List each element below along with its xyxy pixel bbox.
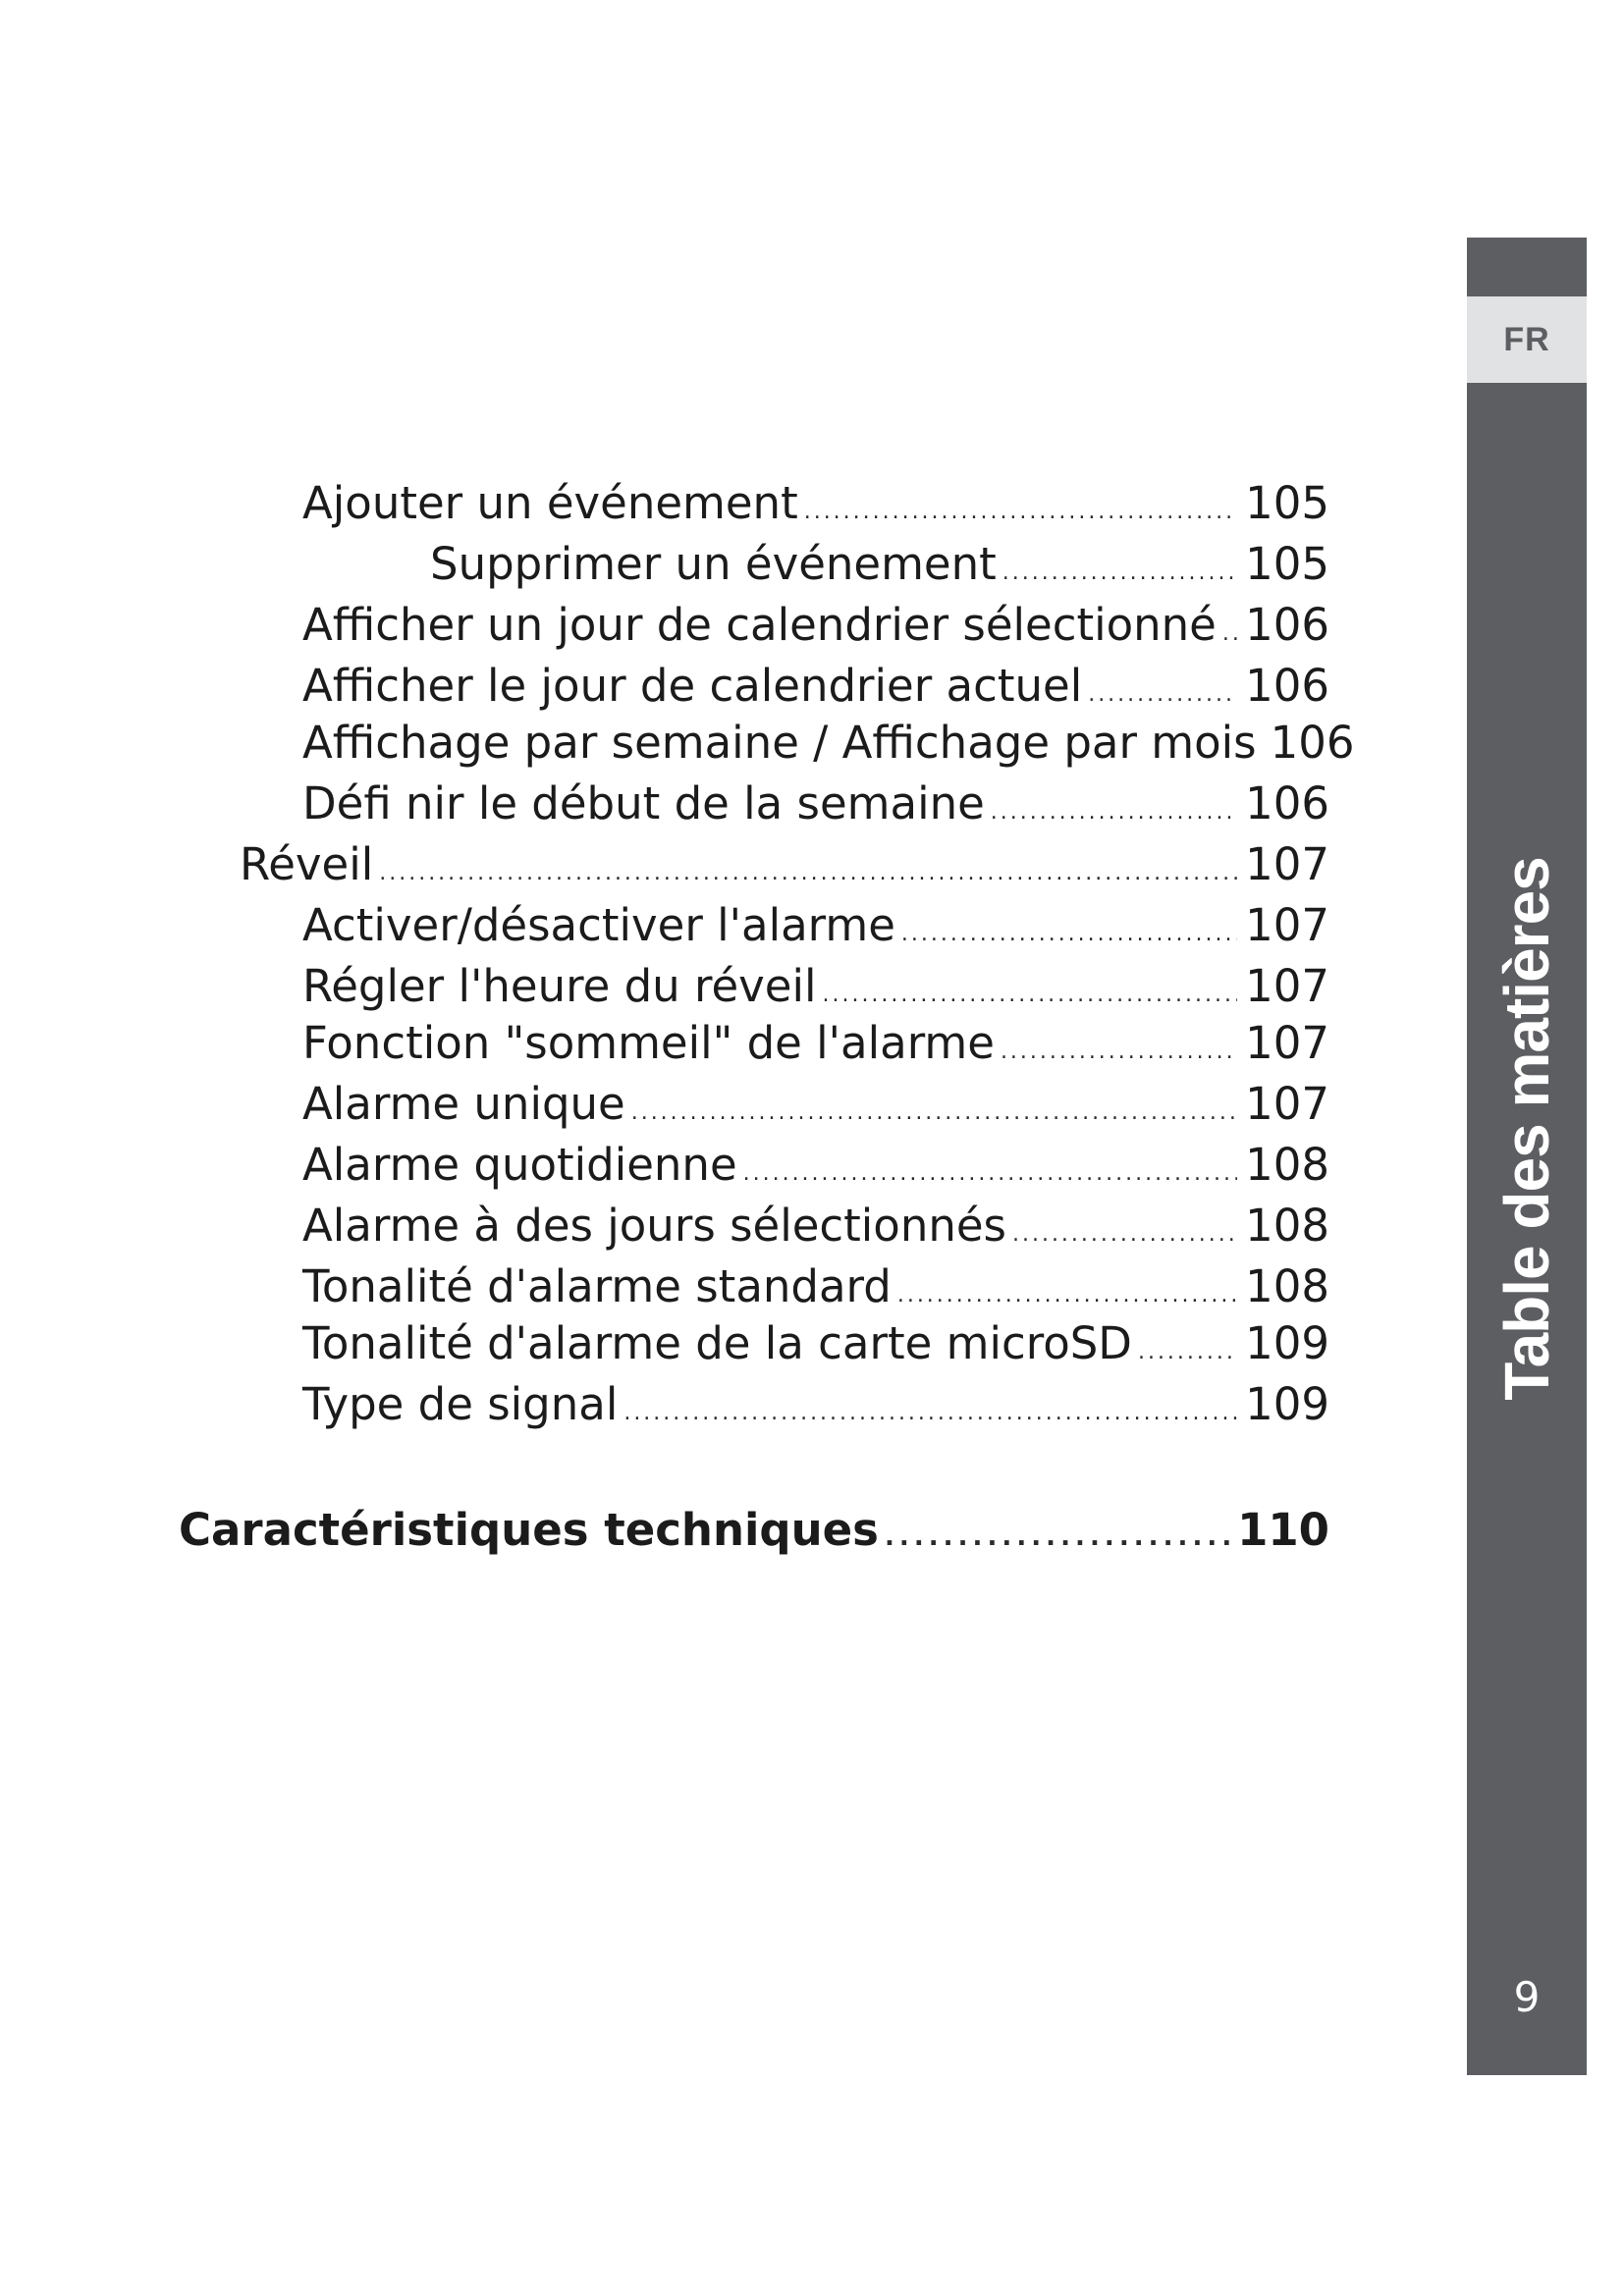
dot-leader	[631, 1074, 1237, 1144]
toc-entry-page: 105	[1245, 477, 1329, 529]
toc-entry-page: 110	[1237, 1504, 1329, 1556]
toc-entry-label: Défi nir le début de la semaine	[302, 777, 985, 829]
language-tab: FR	[1467, 296, 1587, 383]
toc-entry-label: Ajouter un événement	[302, 477, 798, 529]
toc-entry-page: 109	[1245, 1378, 1329, 1430]
toc-entry-page: 108	[1245, 1139, 1329, 1191]
toc-entry-label: Afficher le jour de calendrier actuel	[302, 660, 1083, 712]
toc-entry-label: Fonction "sommeil" de l'alarme	[302, 1017, 995, 1069]
toc-entry[interactable]	[302, 656, 1329, 717]
page-number: 9	[1513, 1973, 1541, 2021]
toc-entry[interactable]	[302, 1256, 1329, 1317]
toc-entry[interactable]	[430, 534, 1329, 595]
toc-entry-page: 109	[1245, 1317, 1329, 1369]
toc-entry-chapter[interactable]	[179, 1500, 1329, 1561]
toc-entry-page: 105	[1245, 538, 1329, 590]
toc-entry[interactable]	[240, 834, 1329, 895]
dot-leader	[1002, 534, 1237, 604]
toc-entry-page: 107	[1245, 838, 1329, 890]
toc-entry[interactable]	[302, 1374, 1329, 1435]
toc-entry[interactable]	[302, 1313, 1329, 1374]
toc-entry-label: Alarme unique	[302, 1078, 625, 1130]
toc-entry[interactable]	[302, 473, 1329, 534]
toc-entry-label: Tonalité d'alarme de la carte microSD	[302, 1317, 1132, 1369]
dot-leader	[743, 1135, 1237, 1204]
toc-entry-page: 106	[1245, 777, 1329, 829]
dot-leader	[379, 834, 1237, 904]
toc-entry-page: 107	[1245, 899, 1329, 951]
toc-entry-page: 107	[1245, 1078, 1329, 1130]
dot-leader	[885, 1500, 1229, 1568]
toc-entry-label: Affichage par semaine / Affichage par mois	[302, 717, 1257, 769]
toc-entry[interactable]	[302, 774, 1329, 834]
dot-leader	[1001, 1013, 1237, 1083]
toc-entry-label: Régler l'heure du réveil	[302, 960, 817, 1012]
section-title: Table des matières	[1491, 857, 1562, 1401]
toc-entry-label: Caractéristiques techniques	[179, 1504, 879, 1556]
toc-entry-label: Réveil	[240, 838, 374, 890]
toc-entry-label: Afficher un jour de calendrier sélectionné	[302, 599, 1217, 651]
dot-leader	[1012, 1196, 1237, 1265]
toc-entry[interactable]	[302, 595, 1329, 656]
dot-leader	[991, 774, 1237, 843]
toc-entry-label: Tonalité d'alarme standard	[302, 1260, 892, 1312]
toc-entry[interactable]	[302, 895, 1329, 956]
toc-entry[interactable]	[302, 713, 1355, 774]
toc-entry-page: 108	[1245, 1260, 1329, 1312]
toc-entry-page: 108	[1245, 1200, 1329, 1252]
toc-entry-page: 106	[1245, 599, 1329, 651]
dot-leader	[1222, 595, 1237, 665]
toc-entry-label: Alarme quotidienne	[302, 1139, 737, 1191]
toc-entry-page: 107	[1245, 960, 1329, 1012]
toc-entry-label: Supprimer un événement	[430, 538, 997, 590]
toc-entry[interactable]	[302, 1196, 1329, 1256]
dot-leader	[901, 895, 1237, 965]
toc-entry-page: 106	[1245, 660, 1329, 712]
dot-leader	[1138, 1313, 1237, 1383]
toc-entry[interactable]	[302, 1135, 1329, 1196]
toc-entry-page: 106	[1270, 717, 1355, 769]
toc-entry-page: 107	[1245, 1017, 1329, 1069]
dot-leader	[623, 1374, 1237, 1444]
toc-entry[interactable]	[302, 1013, 1329, 1074]
toc-entry[interactable]	[302, 1074, 1329, 1135]
toc-entry-label: Activer/désactiver l'alarme	[302, 899, 895, 951]
dot-leader	[804, 473, 1237, 543]
toc-entry-label: Type de signal	[302, 1378, 619, 1430]
toc-entry[interactable]	[302, 956, 1329, 1017]
toc-entry-label: Alarme à des jours sélectionnés	[302, 1200, 1006, 1252]
